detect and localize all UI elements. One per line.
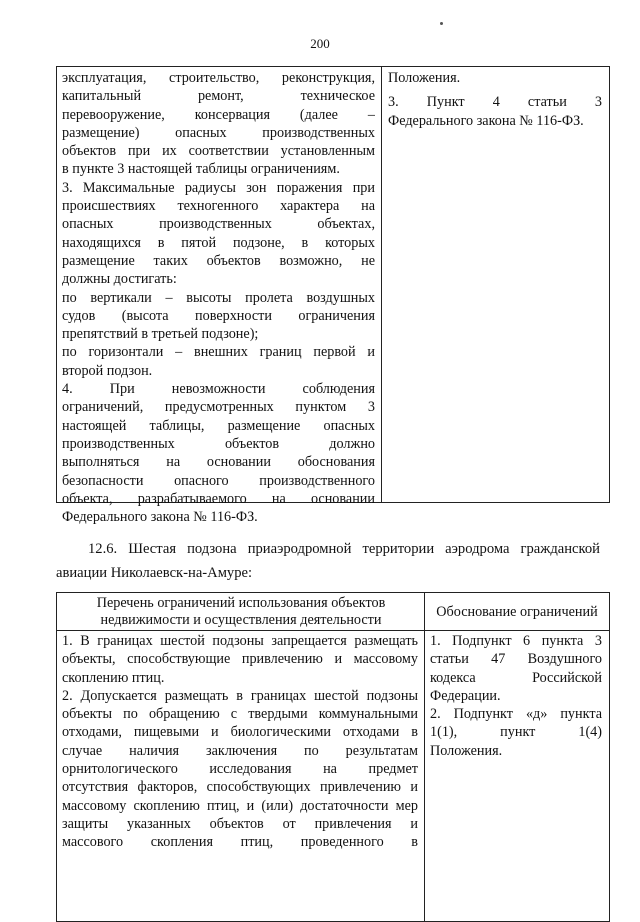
section-heading	[56, 537, 600, 585]
text-line: 3. Пункт 4 статьи 3	[388, 94, 602, 111]
text-line: находящихся в пятой подзоне, в которых	[62, 234, 375, 251]
text-line: 1. В границах шестой подзоны запрещается размещать	[62, 633, 418, 649]
text-line: размещение) опасных производственных	[62, 124, 375, 141]
text-line: ограничений, предусмотренных пунктом 3	[62, 399, 375, 416]
text-line: эксплуатация, строительство, реконструкция,	[62, 70, 375, 86]
text-line: объекты, способствующие привлечению и массовому	[62, 651, 418, 668]
text-line: в пункте 3 настоящей таблицы ограничениям.	[62, 161, 340, 178]
text-line: 2. Допускается размещать в границах шестой подзоны	[62, 687, 418, 704]
page-number: 200	[310, 36, 330, 51]
text-line: должны достигать:	[62, 271, 177, 288]
text-line: 4. При невозможности соблюдения	[62, 381, 375, 398]
table1-left-cell	[62, 69, 375, 526]
table2-left-cell	[62, 632, 418, 852]
text-line: массовому скоплению птиц, и (или) достаточности мер	[62, 797, 418, 814]
text-line: отсутствия факторов, способствующих привлечению и	[62, 779, 418, 796]
text-line: выполняться на основании обоснования	[62, 454, 375, 471]
text-line: скоплению птиц.	[62, 669, 165, 686]
text-line: объекта, разрабатываемого на основании	[62, 490, 375, 507]
text-line: Положения.	[388, 70, 461, 86]
text-line: 3. Максимальные радиусы зон поражения при	[62, 179, 375, 196]
text-line: массового скопления птиц, проведенного в	[62, 834, 418, 851]
header-restrictions-list: Перечень ограничений использования объектов недвижимости и осуществления деятельности	[96, 595, 386, 628]
text-line: препятствий в третьей подзоне);	[62, 326, 259, 343]
heading-line: 12.6. Шестая подзона приаэродромной территории аэродрома гражданской	[88, 541, 600, 557]
text-line: 1. Подпункт 6 пункта 3	[430, 633, 602, 649]
text-line: производственных объектов должно	[62, 435, 375, 452]
text-line: Положения.	[430, 742, 503, 759]
text-line: 2. Подпункт «д» пункта	[430, 706, 602, 723]
table2-column-divider	[424, 592, 425, 922]
text-line: перевооружение, консервация (далее –	[62, 106, 375, 123]
text-line: происшествиях техногенного характера на	[62, 198, 375, 215]
text-line: по горизонтали – внешних границ первой и	[62, 344, 375, 361]
text-line: по вертикали – высоты пролета воздушных	[62, 289, 375, 306]
text-line: судов (высота поверхности ограничения	[62, 307, 375, 324]
header-justification: Обоснование ограничений	[436, 603, 598, 620]
heading-line: авиации Николаевск-на-Амуре:	[56, 565, 253, 581]
text-line: кодекса Российской	[430, 669, 602, 686]
text-line: орнитологического исследования на предмет	[62, 761, 418, 778]
table1-column-divider	[381, 66, 382, 503]
table2-right-cell	[430, 632, 602, 760]
text-line: второй подзон.	[62, 362, 153, 379]
text-line: случае наличия заключения по результатам	[62, 742, 418, 759]
table2-header-divider	[56, 630, 610, 631]
text-line: опасных производственных объектах,	[62, 216, 375, 233]
table1-right-cell	[388, 69, 602, 130]
text-line: отходами, пищевыми и биологическими отходами в	[62, 724, 418, 741]
text-line: Федерального закона № 116-ФЗ.	[62, 509, 258, 526]
text-line: защиты указанных объектов от привлечения и	[62, 815, 418, 832]
text-line: объекты по обращению с твердыми коммунальными	[62, 706, 418, 723]
text-line: 1(1), пункт 1(4)	[430, 724, 602, 741]
text-line: капитальный ремонт, техническое	[62, 88, 375, 105]
text-line: Федерации.	[430, 687, 501, 704]
text-line: размещение таких объектов возможно, не	[62, 252, 375, 269]
text-line: объектов при их соответствии установленным	[62, 143, 375, 160]
text-line: безопасности опасного производственного	[62, 472, 375, 489]
text-line: настоящей таблицы, размещение опасных	[62, 417, 375, 434]
scan-speck	[440, 22, 443, 25]
text-line: статьи 47 Воздушного	[430, 651, 602, 668]
text-line: Федерального закона № 116-ФЗ.	[388, 112, 584, 129]
